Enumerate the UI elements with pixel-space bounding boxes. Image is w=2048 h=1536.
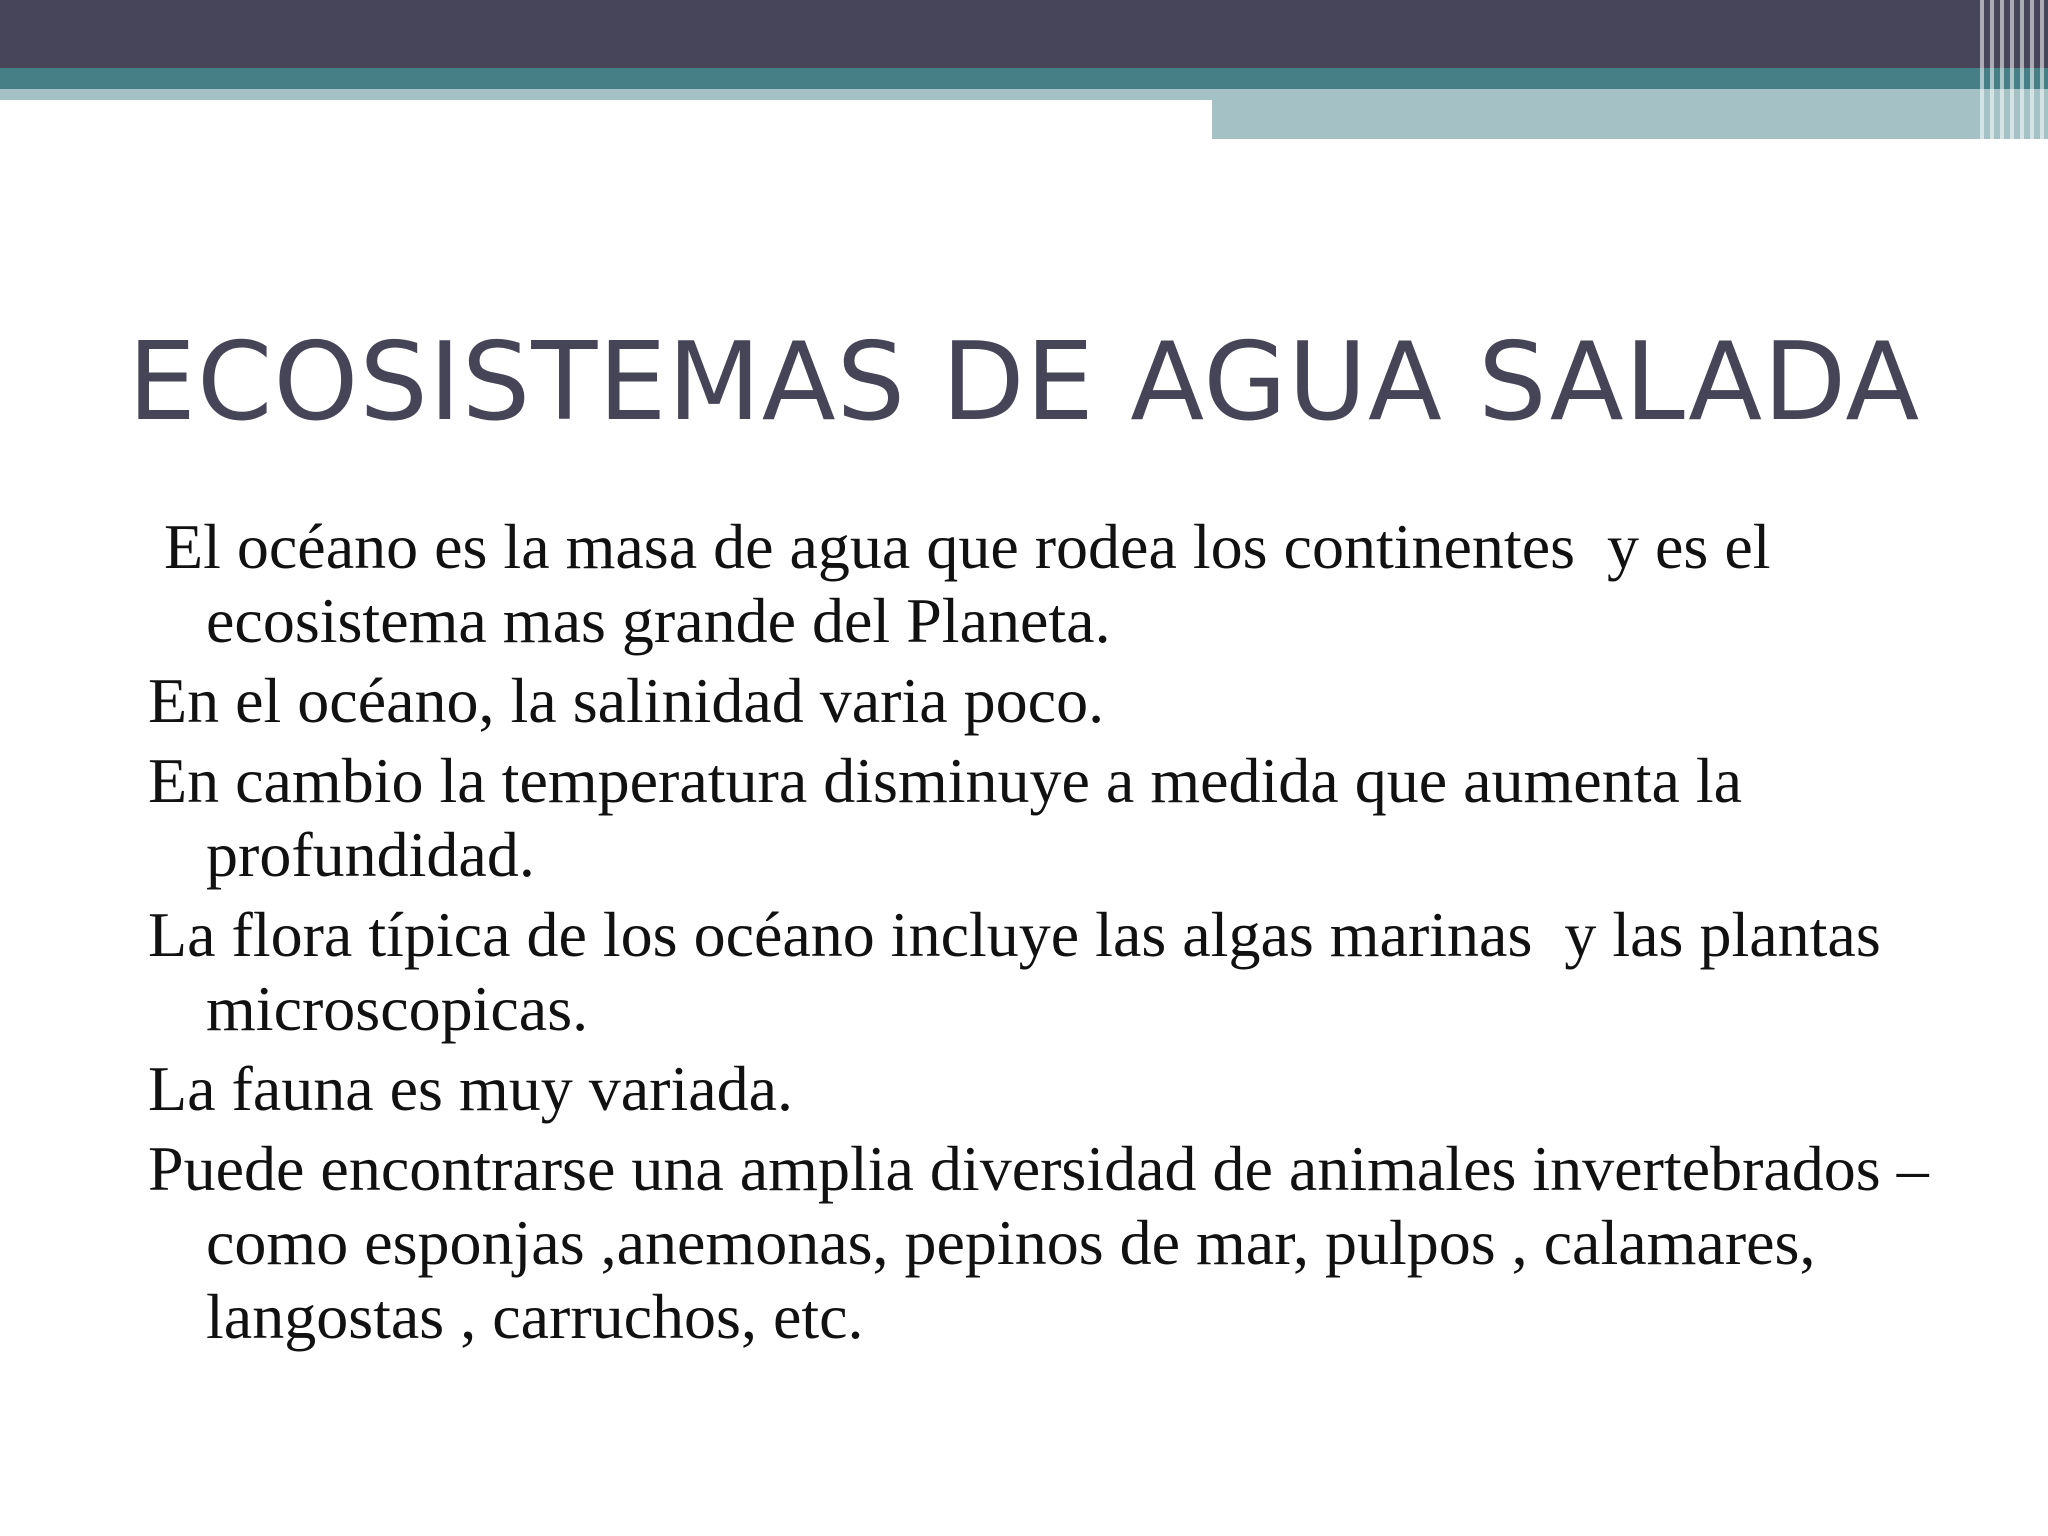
- header-edge-stripes: [1980, 0, 2048, 139]
- header-band-teal: [0, 68, 2048, 89]
- header-band-light-right: [1212, 89, 2048, 139]
- paragraph-salinity: En el océano, la salinidad varia poco.: [148, 665, 1105, 736]
- paragraph-ocean-definition: El océano es la masa de agua que rodea los continentes y es el ecosistema mas grande del Planeta.: [148, 511, 1803, 656]
- header-band-dark: [0, 0, 2048, 68]
- paragraph-temperature: En cambio la temperatura disminuye a medida que aumenta la profundidad.: [148, 745, 1743, 890]
- paragraph-flora: La flora típica de los océano incluye las algas marinas y las plantas microscopicas.: [148, 899, 1897, 1044]
- slide-body: [148, 510, 2028, 1360]
- header-band-light-left: [0, 89, 1212, 100]
- paragraph-invertebrates: Puede encontrarse una amplia diversidad de animales invertebrados – como esponjas ,anemonas, pepinos de mar, pulpos , calamares, langostas , carruchos, etc.: [148, 1133, 1929, 1352]
- paragraph-fauna: La fauna es muy variada.: [148, 1053, 794, 1124]
- slide-title: ECOSISTEMAS DE AGUA SALADA: [127, 320, 1921, 445]
